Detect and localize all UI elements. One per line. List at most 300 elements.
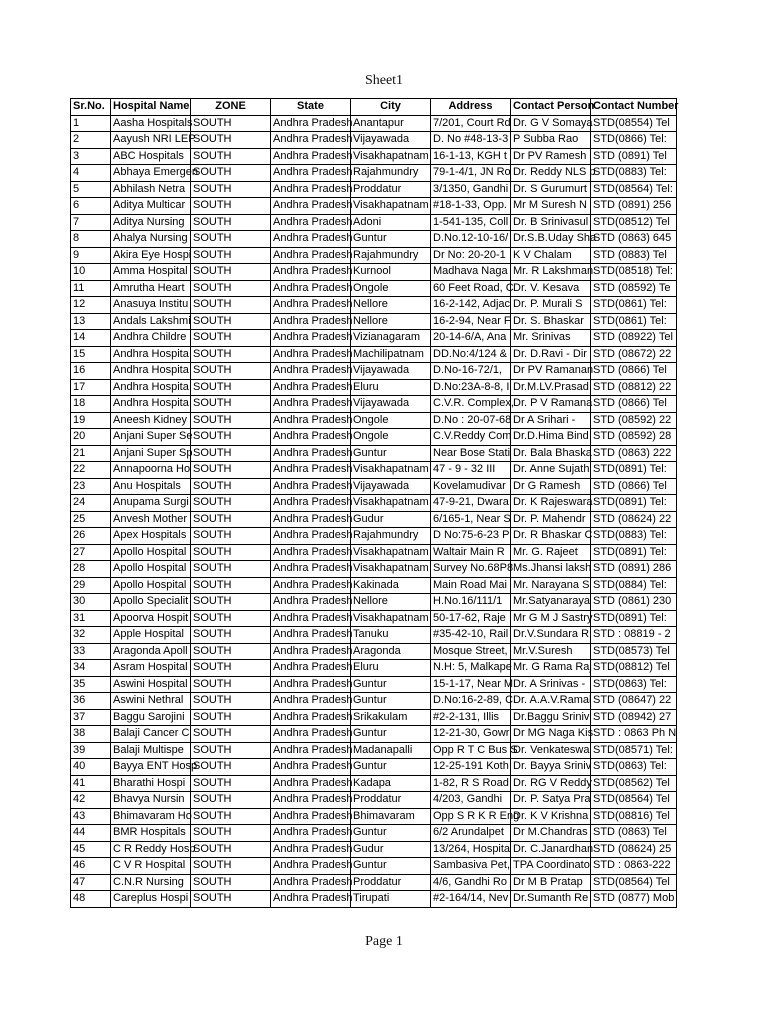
- col-contact-number-cell: STD(0891) Tel:: [591, 462, 677, 479]
- col-state-header: State: [271, 99, 351, 116]
- col-contact-person-cell: Dr. P. Satya Pra: [511, 792, 591, 809]
- table-row: [71, 874, 677, 891]
- col-state-cell: Andhra Pradesh: [271, 214, 351, 231]
- col-state-cell: Andhra Pradesh: [271, 478, 351, 495]
- col-contact-person-cell: Dr.Baggu Sriniv: [511, 709, 591, 726]
- col-contact-number-cell: STD (0883) Tel: [591, 247, 677, 264]
- col-zone-cell: SOUTH: [191, 462, 271, 479]
- col-contact-person-cell: K V Chalam: [511, 247, 591, 264]
- col-hospital-name-cell: Apollo Hospital: [111, 544, 191, 561]
- col-hospital-name-cell: Andhra Hospita: [111, 363, 191, 380]
- col-state-cell: Andhra Pradesh: [271, 577, 351, 594]
- col-contact-person-cell: Dr.M.LV.Prasad: [511, 379, 591, 396]
- col-hospital-name-cell: Aneesh Kidney: [111, 412, 191, 429]
- col-state-cell: Andhra Pradesh: [271, 181, 351, 198]
- col-city-cell: Eluru: [351, 379, 431, 396]
- col-state-cell: Andhra Pradesh: [271, 198, 351, 215]
- table-row: [71, 660, 677, 677]
- col-contact-number-cell: STD(0891) Tel:: [591, 544, 677, 561]
- col-city-cell: Guntur: [351, 759, 431, 776]
- col-address-cell: Opp R T C Bus S: [431, 742, 511, 759]
- col-contact-number-cell: STD (0891) 256: [591, 198, 677, 215]
- col-sr-no-cell: 28: [71, 561, 111, 578]
- col-state-cell: Andhra Pradesh: [271, 627, 351, 644]
- col-state-cell: Andhra Pradesh: [271, 858, 351, 875]
- table-header: [71, 99, 677, 116]
- col-address-cell: D.No-16-72/1,: [431, 363, 511, 380]
- col-sr-no-cell: 1: [71, 115, 111, 132]
- col-contact-number-cell: STD(0863) Tel:: [591, 759, 677, 776]
- table-row: [71, 841, 677, 858]
- col-contact-number-cell: STD (0866) Tel: [591, 363, 677, 380]
- col-state-cell: Andhra Pradesh: [271, 841, 351, 858]
- col-sr-no-cell: 15: [71, 346, 111, 363]
- col-state-cell: Andhra Pradesh: [271, 792, 351, 809]
- col-address-cell: D.No.12-10-16/: [431, 231, 511, 248]
- col-contact-number-cell: STD (0863) 222: [591, 445, 677, 462]
- col-contact-number-cell: STD : 08819 - 2: [591, 627, 677, 644]
- col-zone-cell: SOUTH: [191, 148, 271, 165]
- table-row: [71, 544, 677, 561]
- col-state-cell: Andhra Pradesh: [271, 528, 351, 545]
- col-sr-no-cell: 31: [71, 610, 111, 627]
- col-contact-number-cell: STD (08942) 27: [591, 709, 677, 726]
- col-contact-number-cell: STD(0861) Tel:: [591, 297, 677, 314]
- col-state-cell: Andhra Pradesh: [271, 808, 351, 825]
- sheet-title: Sheet1: [364, 73, 404, 88]
- col-city-cell: Guntur: [351, 231, 431, 248]
- col-sr-no-cell: 35: [71, 676, 111, 693]
- col-contact-number-cell: STD(08518) Tel:: [591, 264, 677, 281]
- col-zone-header: ZONE: [191, 99, 271, 116]
- col-address-cell: D. No #48-13-3: [431, 132, 511, 149]
- col-address-cell: 16-2-142, Adjac: [431, 297, 511, 314]
- col-sr-no-cell: 39: [71, 742, 111, 759]
- col-zone-cell: SOUTH: [191, 594, 271, 611]
- table-row: [71, 280, 677, 297]
- col-state-cell: Andhra Pradesh: [271, 594, 351, 611]
- col-hospital-name-cell: Balaji Cancer C: [111, 726, 191, 743]
- col-sr-no-cell: 46: [71, 858, 111, 875]
- table-row: [71, 148, 677, 165]
- col-zone-cell: SOUTH: [191, 231, 271, 248]
- col-sr-no-cell: 8: [71, 231, 111, 248]
- col-address-cell: 60 Feet Road, C: [431, 280, 511, 297]
- col-contact-person-cell: Dr. S. Bhaskar: [511, 313, 591, 330]
- col-contact-person-cell: Dr. P V Ramana: [511, 396, 591, 413]
- col-address-cell: #2-2-131, Illis: [431, 709, 511, 726]
- col-city-cell: Aragonda: [351, 643, 431, 660]
- table-row: [71, 231, 677, 248]
- col-hospital-name-cell: Aayush NRI LEP: [111, 132, 191, 149]
- col-zone-cell: SOUTH: [191, 742, 271, 759]
- col-hospital-name-cell: Anjani Super Se: [111, 429, 191, 446]
- table-row: [71, 379, 677, 396]
- col-state-cell: Andhra Pradesh: [271, 379, 351, 396]
- col-address-cell: Survey No.68P8: [431, 561, 511, 578]
- col-contact-person-cell: Dr. Bala Bhaska: [511, 445, 591, 462]
- col-contact-number-cell: STD(0883) Tel:: [591, 528, 677, 545]
- table-row: [71, 528, 677, 545]
- col-sr-no-cell: 29: [71, 577, 111, 594]
- col-address-cell: D No:75-6-23 P: [431, 528, 511, 545]
- col-sr-no-cell: 41: [71, 775, 111, 792]
- col-hospital-name-cell: Andhra Childre: [111, 330, 191, 347]
- col-sr-no-cell: 36: [71, 693, 111, 710]
- col-state-cell: Andhra Pradesh: [271, 247, 351, 264]
- table-row: [71, 759, 677, 776]
- col-city-cell: Guntur: [351, 825, 431, 842]
- col-contact-number-cell: STD(08816) Tel: [591, 808, 677, 825]
- col-city-cell: Ongole: [351, 412, 431, 429]
- col-city-cell: Gudur: [351, 511, 431, 528]
- col-sr-no-cell: 7: [71, 214, 111, 231]
- col-state-cell: Andhra Pradesh: [271, 676, 351, 693]
- col-state-cell: Andhra Pradesh: [271, 346, 351, 363]
- col-contact-number-header: Contact Number: [591, 99, 677, 116]
- col-sr-no-cell: 45: [71, 841, 111, 858]
- col-hospital-name-cell: Amma Hospital: [111, 264, 191, 281]
- col-contact-number-cell: STD (08647) 22: [591, 693, 677, 710]
- col-state-cell: Andhra Pradesh: [271, 115, 351, 132]
- col-zone-cell: SOUTH: [191, 379, 271, 396]
- table-row: [71, 412, 677, 429]
- col-sr-no-cell: 23: [71, 478, 111, 495]
- col-address-cell: 16-1-13, KGH t: [431, 148, 511, 165]
- col-zone-cell: SOUTH: [191, 841, 271, 858]
- col-zone-cell: SOUTH: [191, 610, 271, 627]
- col-state-cell: Andhra Pradesh: [271, 759, 351, 776]
- col-zone-cell: SOUTH: [191, 198, 271, 215]
- col-contact-number-cell: STD(0861) Tel:: [591, 313, 677, 330]
- col-zone-cell: SOUTH: [191, 511, 271, 528]
- col-state-cell: Andhra Pradesh: [271, 775, 351, 792]
- col-contact-person-cell: Dr. B Srinivasul: [511, 214, 591, 231]
- table-row: [71, 825, 677, 842]
- col-contact-person-cell: Mr G M J Sastry: [511, 610, 591, 627]
- col-zone-cell: SOUTH: [191, 214, 271, 231]
- col-hospital-name-cell: Anasuya Institu: [111, 297, 191, 314]
- col-address-cell: Kovelamudivar: [431, 478, 511, 495]
- table-row: [71, 808, 677, 825]
- table-row: [71, 742, 677, 759]
- col-sr-no-header: Sr.No.: [71, 99, 111, 116]
- col-city-cell: Ongole: [351, 280, 431, 297]
- col-hospital-name-cell: Apollo Hospital: [111, 577, 191, 594]
- table-row: [71, 396, 677, 413]
- col-contact-person-cell: Dr PV Ramanan: [511, 363, 591, 380]
- table-row: [71, 775, 677, 792]
- table-row: [71, 676, 677, 693]
- col-zone-cell: SOUTH: [191, 808, 271, 825]
- col-sr-no-cell: 37: [71, 709, 111, 726]
- col-zone-cell: SOUTH: [191, 726, 271, 743]
- col-address-header: Address: [431, 99, 511, 116]
- col-sr-no-cell: 11: [71, 280, 111, 297]
- table-row: [71, 511, 677, 528]
- col-city-cell: Nellore: [351, 313, 431, 330]
- table-row: [71, 363, 677, 380]
- col-contact-person-cell: Dr.Sumanth Re: [511, 891, 591, 908]
- col-sr-no-cell: 32: [71, 627, 111, 644]
- col-hospital-name-cell: Apollo Specialit: [111, 594, 191, 611]
- col-sr-no-cell: 10: [71, 264, 111, 281]
- table-row: [71, 594, 677, 611]
- col-contact-number-cell: STD (08624) 22: [591, 511, 677, 528]
- col-sr-no-cell: 17: [71, 379, 111, 396]
- col-sr-no-cell: 20: [71, 429, 111, 446]
- col-state-cell: Andhra Pradesh: [271, 495, 351, 512]
- col-contact-number-cell: STD(08564) Tel: [591, 792, 677, 809]
- col-city-cell: Rajahmundry: [351, 165, 431, 182]
- col-contact-number-cell: STD(0863) Tel:: [591, 676, 677, 693]
- col-zone-cell: SOUTH: [191, 495, 271, 512]
- col-contact-number-cell: STD (08672) 22: [591, 346, 677, 363]
- col-sr-no-cell: 6: [71, 198, 111, 215]
- col-contact-number-cell: STD (0863) Tel: [591, 825, 677, 842]
- col-zone-cell: SOUTH: [191, 709, 271, 726]
- header-row: [71, 99, 677, 116]
- col-state-cell: Andhra Pradesh: [271, 643, 351, 660]
- col-sr-no-cell: 2: [71, 132, 111, 149]
- col-sr-no-cell: 25: [71, 511, 111, 528]
- table-body: [71, 115, 677, 907]
- col-contact-number-cell: STD : 0863-222: [591, 858, 677, 875]
- col-zone-cell: SOUTH: [191, 478, 271, 495]
- col-contact-number-cell: STD (0861) 230: [591, 594, 677, 611]
- col-contact-person-cell: Dr. Reddy NLS p: [511, 165, 591, 182]
- col-contact-person-cell: Dr G Ramesh: [511, 478, 591, 495]
- col-state-cell: Andhra Pradesh: [271, 462, 351, 479]
- table-row: [71, 627, 677, 644]
- col-city-cell: Eluru: [351, 660, 431, 677]
- col-state-cell: Andhra Pradesh: [271, 148, 351, 165]
- col-address-cell: 79-1-4/1, JN Ro: [431, 165, 511, 182]
- col-hospital-name-cell: C R Reddy Hosp: [111, 841, 191, 858]
- col-sr-no-cell: 14: [71, 330, 111, 347]
- col-zone-cell: SOUTH: [191, 445, 271, 462]
- col-contact-number-cell: STD(08554) Tel: [591, 115, 677, 132]
- col-zone-cell: SOUTH: [191, 858, 271, 875]
- col-contact-person-cell: Mr.V.Suresh: [511, 643, 591, 660]
- col-zone-cell: SOUTH: [191, 660, 271, 677]
- col-city-cell: Kakinada: [351, 577, 431, 594]
- table-row: [71, 643, 677, 660]
- col-contact-person-cell: Mr. R Lakshman: [511, 264, 591, 281]
- table-row: [71, 561, 677, 578]
- col-contact-person-cell: Dr.S.B.Uday Sha: [511, 231, 591, 248]
- col-zone-cell: SOUTH: [191, 181, 271, 198]
- col-zone-cell: SOUTH: [191, 115, 271, 132]
- col-contact-number-cell: STD(08573) Tel: [591, 643, 677, 660]
- col-zone-cell: SOUTH: [191, 313, 271, 330]
- col-contact-person-cell: Mr. Narayana S: [511, 577, 591, 594]
- col-contact-person-cell: Dr. K Rajeswara: [511, 495, 591, 512]
- col-zone-cell: SOUTH: [191, 577, 271, 594]
- col-contact-person-cell: Dr.V.Sundara R: [511, 627, 591, 644]
- col-city-cell: Visakhapatnam: [351, 198, 431, 215]
- table-row: [71, 115, 677, 132]
- col-hospital-name-cell: Aragonda Apoll: [111, 643, 191, 660]
- col-city-cell: Proddatur: [351, 874, 431, 891]
- col-state-cell: Andhra Pradesh: [271, 825, 351, 842]
- col-zone-cell: SOUTH: [191, 330, 271, 347]
- col-city-cell: Visakhapatnam: [351, 495, 431, 512]
- col-sr-no-cell: 12: [71, 297, 111, 314]
- col-city-cell: Nellore: [351, 297, 431, 314]
- col-city-cell: Vijayawada: [351, 363, 431, 380]
- col-zone-cell: SOUTH: [191, 792, 271, 809]
- col-sr-no-cell: 24: [71, 495, 111, 512]
- col-contact-number-cell: STD (0891) Tel: [591, 148, 677, 165]
- col-contact-person-cell: Dr. C.Janardhan: [511, 841, 591, 858]
- col-address-cell: 12-25-191 Koth: [431, 759, 511, 776]
- col-address-cell: 4/203, Gandhi: [431, 792, 511, 809]
- col-contact-person-cell: Dr. D.Ravi - Dir: [511, 346, 591, 363]
- table-row: [71, 726, 677, 743]
- col-contact-number-cell: STD(0883) Tel:: [591, 165, 677, 182]
- col-contact-person-cell: Dr MG Naga Kis: [511, 726, 591, 743]
- col-hospital-name-cell: Bhavya Nursin: [111, 792, 191, 809]
- col-sr-no-cell: 44: [71, 825, 111, 842]
- col-contact-person-cell: Mr. Srinivas: [511, 330, 591, 347]
- col-sr-no-cell: 38: [71, 726, 111, 743]
- col-city-cell: Ongole: [351, 429, 431, 446]
- col-state-cell: Andhra Pradesh: [271, 297, 351, 314]
- col-contact-person-cell: Mr. G Rama Raj: [511, 660, 591, 677]
- col-address-cell: 50-17-62, Raje: [431, 610, 511, 627]
- col-address-cell: C.V.Reddy Com: [431, 429, 511, 446]
- col-contact-person-cell: Dr A Srihari -: [511, 412, 591, 429]
- col-address-cell: 13/264, Hospita: [431, 841, 511, 858]
- col-contact-number-cell: STD (08812) 22: [591, 379, 677, 396]
- col-city-cell: Nellore: [351, 594, 431, 611]
- col-state-cell: Andhra Pradesh: [271, 132, 351, 149]
- col-state-cell: Andhra Pradesh: [271, 891, 351, 908]
- col-contact-person-cell: Dr. K V Krishna: [511, 808, 591, 825]
- col-address-cell: C.V.R. Complex,: [431, 396, 511, 413]
- col-contact-number-cell: STD(08512) Tel: [591, 214, 677, 231]
- col-city-cell: Visakhapatnam: [351, 561, 431, 578]
- col-city-cell: Guntur: [351, 726, 431, 743]
- col-hospital-name-cell: Abhaya Emergen: [111, 165, 191, 182]
- col-address-cell: 4/6, Gandhi Ro: [431, 874, 511, 891]
- col-sr-no-cell: 48: [71, 891, 111, 908]
- col-state-cell: Andhra Pradesh: [271, 445, 351, 462]
- col-hospital-name-cell: Bhimavaram Ho: [111, 808, 191, 825]
- col-city-cell: Gudur: [351, 841, 431, 858]
- table-row: [71, 709, 677, 726]
- col-address-cell: 15-1-17, Near M: [431, 676, 511, 693]
- col-address-cell: 12-21-30, Gowr: [431, 726, 511, 743]
- col-address-cell: 47 - 9 - 32 III: [431, 462, 511, 479]
- col-sr-no-cell: 34: [71, 660, 111, 677]
- col-sr-no-cell: 22: [71, 462, 111, 479]
- col-state-cell: Andhra Pradesh: [271, 726, 351, 743]
- col-contact-person-cell: P Subba Rao: [511, 132, 591, 149]
- col-sr-no-cell: 40: [71, 759, 111, 776]
- col-zone-cell: SOUTH: [191, 280, 271, 297]
- col-sr-no-cell: 9: [71, 247, 111, 264]
- col-address-cell: 7/201, Court Rd: [431, 115, 511, 132]
- table-row: [71, 429, 677, 446]
- col-contact-number-cell: STD(08564) Tel: [591, 874, 677, 891]
- col-contact-number-cell: STD(08562) Tel: [591, 775, 677, 792]
- col-contact-person-cell: Dr M.Chandras: [511, 825, 591, 842]
- table-row: [71, 198, 677, 215]
- col-zone-cell: SOUTH: [191, 561, 271, 578]
- table-row: [71, 462, 677, 479]
- col-address-cell: #2-164/14, Nev: [431, 891, 511, 908]
- col-address-cell: Dr No: 20-20-1: [431, 247, 511, 264]
- col-sr-no-cell: 43: [71, 808, 111, 825]
- col-state-cell: Andhra Pradesh: [271, 544, 351, 561]
- col-contact-number-cell: STD (08624) 25: [591, 841, 677, 858]
- col-hospital-name-cell: Baggu Sarojini: [111, 709, 191, 726]
- col-contact-number-cell: STD (0866) Tel: [591, 478, 677, 495]
- col-contact-person-cell: Dr M B Pratap: [511, 874, 591, 891]
- col-state-cell: Andhra Pradesh: [271, 313, 351, 330]
- col-address-cell: 1-541-135, Coll: [431, 214, 511, 231]
- col-hospital-name-cell: Anjani Super Sp: [111, 445, 191, 462]
- col-zone-cell: SOUTH: [191, 363, 271, 380]
- col-contact-number-cell: STD(08564) Tel:: [591, 181, 677, 198]
- col-address-cell: #35-42-10, Rail: [431, 627, 511, 644]
- col-city-cell: Madanapalli: [351, 742, 431, 759]
- col-hospital-name-cell: Andhra Hospita: [111, 379, 191, 396]
- col-sr-no-cell: 27: [71, 544, 111, 561]
- col-state-cell: Andhra Pradesh: [271, 280, 351, 297]
- col-contact-person-cell: Dr. A.A.V.Ramal: [511, 693, 591, 710]
- col-zone-cell: SOUTH: [191, 627, 271, 644]
- col-contact-number-cell: STD (0866) Tel: [591, 396, 677, 413]
- col-city-cell: Kurnool: [351, 264, 431, 281]
- col-sr-no-cell: 47: [71, 874, 111, 891]
- col-state-cell: Andhra Pradesh: [271, 561, 351, 578]
- col-zone-cell: SOUTH: [191, 346, 271, 363]
- col-city-cell: Vijayawada: [351, 396, 431, 413]
- col-city-cell: Adoni: [351, 214, 431, 231]
- col-address-cell: 1-82, R S Road: [431, 775, 511, 792]
- col-contact-person-cell: Dr. P. Murali S: [511, 297, 591, 314]
- col-city-cell: Anantapur: [351, 115, 431, 132]
- col-address-cell: DD.No:4/124 &: [431, 346, 511, 363]
- col-hospital-name-cell: C.N.R Nursing: [111, 874, 191, 891]
- col-hospital-name-cell: Careplus Hospi: [111, 891, 191, 908]
- col-hospital-name-cell: Anupama Surgi: [111, 495, 191, 512]
- col-contact-number-cell: STD(0891) Tel:: [591, 610, 677, 627]
- col-city-cell: Tirupati: [351, 891, 431, 908]
- col-address-cell: 20-14-6/A, Ana: [431, 330, 511, 347]
- col-address-cell: Mosque Street,: [431, 643, 511, 660]
- col-city-cell: Vijayawada: [351, 132, 431, 149]
- col-hospital-name-header: Hospital Name: [111, 99, 191, 116]
- col-zone-cell: SOUTH: [191, 825, 271, 842]
- col-city-cell: Tanuku: [351, 627, 431, 644]
- col-contact-person-cell: Dr. P. Mahendr: [511, 511, 591, 528]
- col-address-cell: H.No.16/111/1: [431, 594, 511, 611]
- col-city-cell: Vizianagaram: [351, 330, 431, 347]
- col-state-cell: Andhra Pradesh: [271, 709, 351, 726]
- table-row: [71, 792, 677, 809]
- col-address-cell: Near Bose Stati: [431, 445, 511, 462]
- col-address-cell: 3/1350, Gandhi: [431, 181, 511, 198]
- col-city-cell: Visakhapatnam: [351, 544, 431, 561]
- col-contact-number-cell: STD : 0863 Ph N: [591, 726, 677, 743]
- col-address-cell: N.H: 5, Malkape: [431, 660, 511, 677]
- col-contact-number-cell: STD (0863) 645: [591, 231, 677, 248]
- table-row: [71, 346, 677, 363]
